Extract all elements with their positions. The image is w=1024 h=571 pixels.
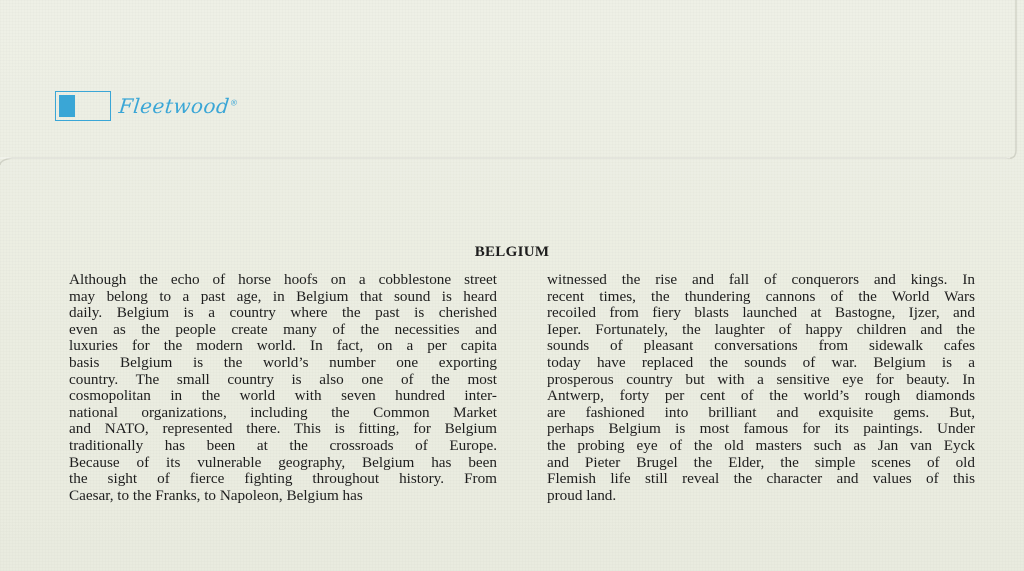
article-line: the sight of fierce fighting throughout history. From bbox=[69, 470, 497, 488]
logo-registered-mark: ® bbox=[229, 98, 239, 108]
article-line: Because of its vulnerable geography, Belgium has been bbox=[69, 453, 497, 471]
article-line: recent times, the thundering cannons of the World Wars bbox=[547, 287, 975, 305]
article-line: and NATO, represented there. This is fitting, for Belgium bbox=[69, 420, 497, 438]
article-line: may belong to a past age, in Belgium that sound is heard bbox=[69, 287, 497, 305]
article-line: are fashioned into brilliant and exquisite gems. But, bbox=[547, 403, 975, 421]
fleetwood-logo bbox=[55, 91, 238, 121]
article-line: country. The small country is also one of the most bbox=[69, 370, 497, 388]
article-line: today have replaced the sounds of war. Belgium is a bbox=[547, 353, 975, 371]
article-line: Flemish life still reveal the character and values of this bbox=[547, 470, 975, 488]
logo-box-fill bbox=[59, 95, 75, 117]
article-column-right bbox=[547, 272, 975, 504]
logo-box-icon bbox=[55, 91, 111, 121]
article-line: Caesar, to the Franks, to Napoleon, Belgium has bbox=[69, 486, 363, 504]
logo-brand-text bbox=[118, 94, 240, 118]
article-line: proud land. bbox=[547, 486, 617, 504]
article-line: national organizations, including the Common Market bbox=[69, 403, 497, 421]
article-line: Ieper. Fortunately, the laughter of happy children and the bbox=[547, 320, 975, 338]
article-line: basis Belgium is the world’s number one exporting bbox=[69, 353, 497, 371]
article-line: recoiled from fiery blasts launched at Bastogne, Ijzer, and bbox=[547, 304, 975, 322]
article-line: Although the echo of horse hoofs on a cobblestone street bbox=[69, 271, 497, 288]
article-line: Antwerp, forty per cent of the world’s rough diamonds bbox=[547, 387, 975, 405]
article-line: the probing eye of the old masters such as Jan van Eyck bbox=[547, 436, 975, 454]
article-line: witnessed the rise and fall of conquerors and kings. In bbox=[547, 271, 975, 288]
article-line: traditionally has been at the crossroads of Europe. bbox=[69, 436, 497, 454]
article-line: daily. Belgium is a country where the past is cherished bbox=[69, 304, 497, 322]
article-line: even as the people create many of the necessities and bbox=[69, 320, 497, 338]
article-line: prosperous country but with a sensitive eye for beauty. In bbox=[547, 370, 975, 388]
article-line: sounds of pleasant conversations from sidewalk cafes bbox=[547, 337, 975, 355]
article-column-left bbox=[69, 272, 497, 504]
article-line: luxuries for the modern world. In fact, on a per capita bbox=[69, 337, 497, 355]
article-line: perhaps Belgium is most famous for its paintings. Under bbox=[547, 420, 975, 438]
logo-brand-name: Fleetwood bbox=[117, 94, 231, 118]
article-line: and Pieter Brugel the Elder, the simple scenes of old bbox=[547, 453, 975, 471]
article-title: BELGIUM bbox=[474, 244, 550, 260]
article-line: cosmopolitan in the world with seven hundred inter- bbox=[69, 387, 497, 405]
